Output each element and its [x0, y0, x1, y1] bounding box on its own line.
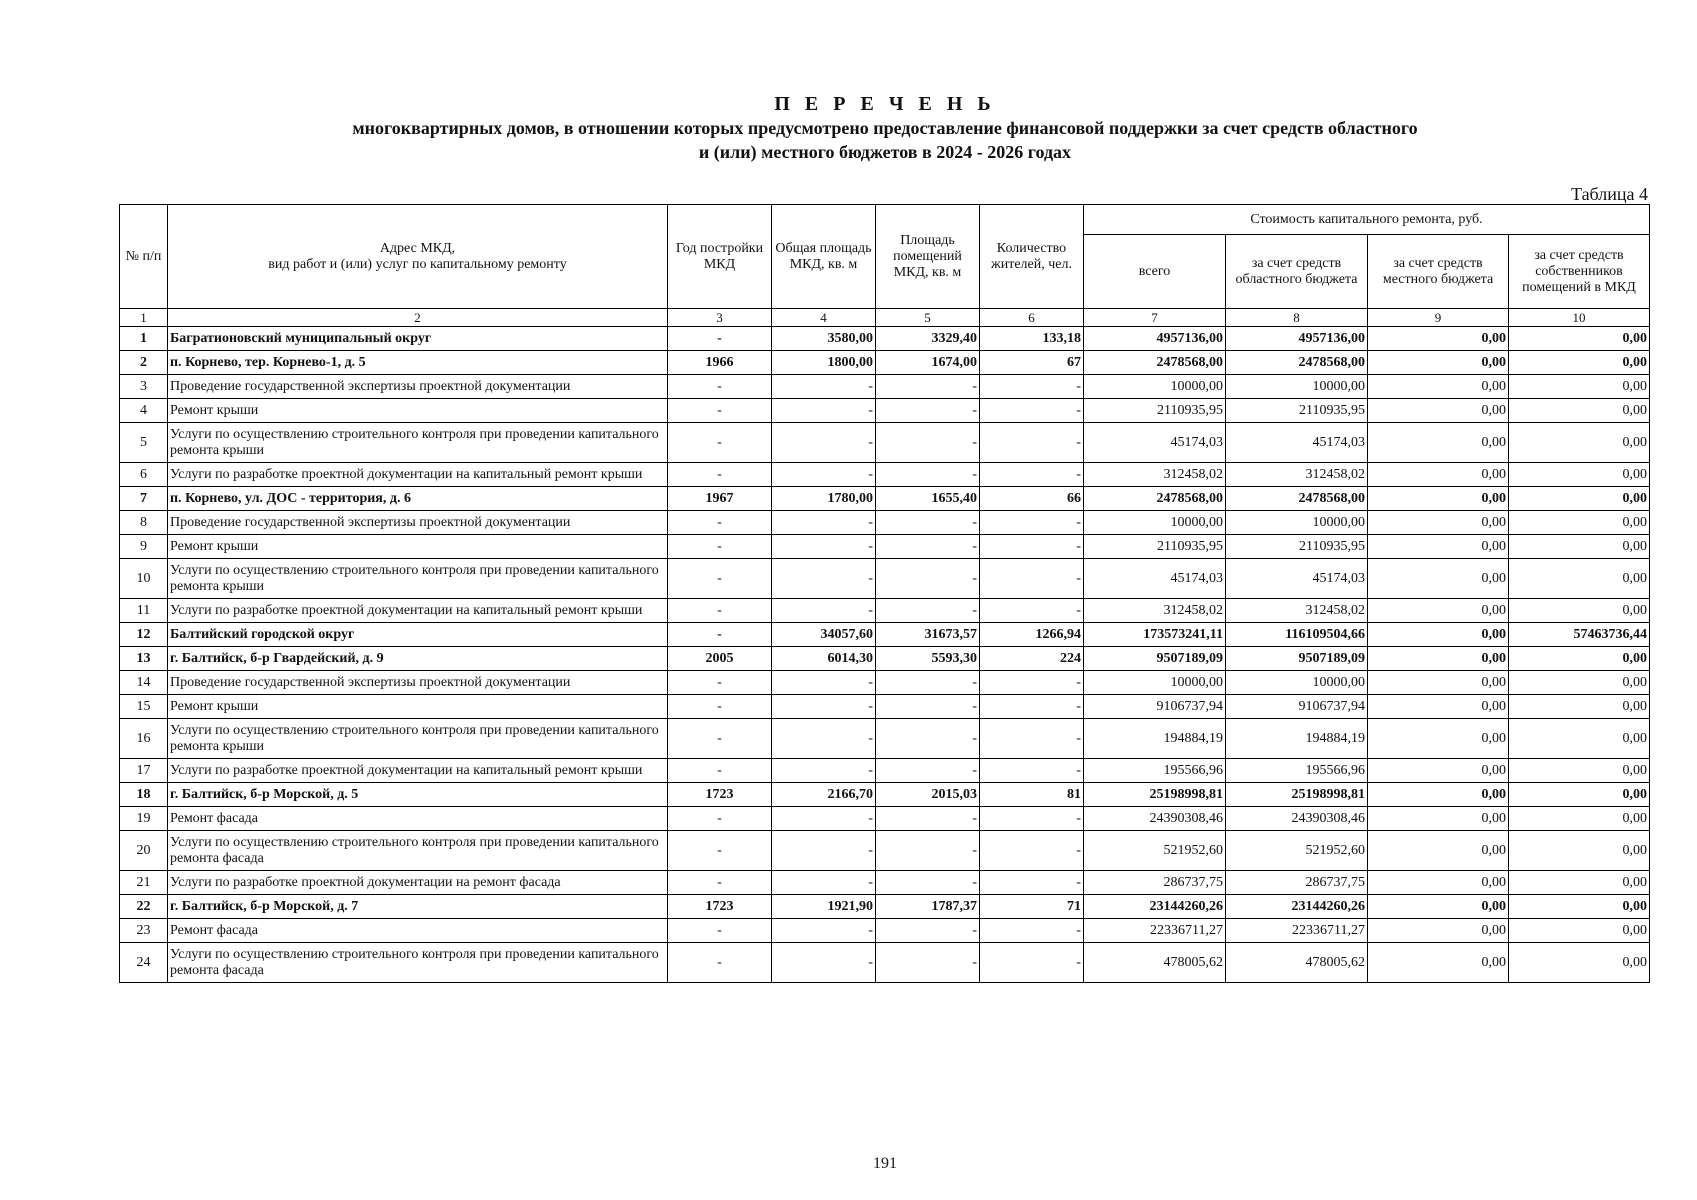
row-total-area: - — [772, 943, 876, 983]
row-year: - — [668, 943, 772, 983]
row-year: 2005 — [668, 647, 772, 671]
row-number: 22 — [120, 895, 168, 919]
row-rooms-area: - — [876, 511, 980, 535]
table-row — [120, 375, 1650, 399]
row-cost-owners: 0,00 — [1509, 511, 1650, 535]
row-residents: - — [980, 399, 1084, 423]
table-row — [120, 327, 1650, 351]
row-total-area: 2166,70 — [772, 783, 876, 807]
row-year: - — [668, 807, 772, 831]
row-name: Услуги по осуществлению строительного контроля при проведении капитального ремонта крыши — [168, 559, 668, 599]
row-total-area: - — [772, 511, 876, 535]
table-row — [120, 351, 1650, 375]
row-rooms-area: - — [876, 463, 980, 487]
row-total-area: - — [772, 671, 876, 695]
row-number: 2 — [120, 351, 168, 375]
row-cost-total: 9507189,09 — [1084, 647, 1226, 671]
row-year: - — [668, 423, 772, 463]
row-number: 16 — [120, 719, 168, 759]
row-year: - — [668, 719, 772, 759]
row-number: 9 — [120, 535, 168, 559]
row-cost-local: 0,00 — [1368, 375, 1509, 399]
table-row — [120, 807, 1650, 831]
page-number: 191 — [873, 1155, 897, 1172]
row-residents: - — [980, 463, 1084, 487]
row-cost-local: 0,00 — [1368, 695, 1509, 719]
header-total: всего — [1084, 235, 1226, 309]
row-cost-local: 0,00 — [1368, 919, 1509, 943]
row-residents: - — [980, 871, 1084, 895]
row-cost-local: 0,00 — [1368, 423, 1509, 463]
row-residents: - — [980, 719, 1084, 759]
column-number: 5 — [876, 309, 980, 327]
table-row — [120, 599, 1650, 623]
row-rooms-area: - — [876, 535, 980, 559]
row-cost-owners: 0,00 — [1509, 719, 1650, 759]
table-row — [120, 831, 1650, 871]
table-row — [120, 535, 1650, 559]
header-rooms-area: Площадь помещений МКД, кв. м — [876, 205, 980, 309]
row-residents: - — [980, 695, 1084, 719]
row-number: 12 — [120, 623, 168, 647]
row-number: 13 — [120, 647, 168, 671]
row-cost-local: 0,00 — [1368, 487, 1509, 511]
row-total-area: - — [772, 871, 876, 895]
row-name: Ремонт фасада — [168, 919, 668, 943]
row-cost-local: 0,00 — [1368, 671, 1509, 695]
row-cost-total: 173573241,11 — [1084, 623, 1226, 647]
houses-table — [119, 204, 1650, 983]
table-row — [120, 511, 1650, 535]
row-cost-total: 521952,60 — [1084, 831, 1226, 871]
row-rooms-area: - — [876, 807, 980, 831]
table-body — [120, 327, 1650, 983]
row-residents: 1266,94 — [980, 623, 1084, 647]
row-number: 23 — [120, 919, 168, 943]
row-cost-local: 0,00 — [1368, 327, 1509, 351]
row-cost-total: 45174,03 — [1084, 423, 1226, 463]
row-name: Услуги по разработке проектной документации на капитальный ремонт крыши — [168, 599, 668, 623]
row-cost-total: 22336711,27 — [1084, 919, 1226, 943]
row-number: 3 — [120, 375, 168, 399]
row-cost-regional: 9106737,94 — [1226, 695, 1368, 719]
row-year: - — [668, 919, 772, 943]
row-total-area: 1800,00 — [772, 351, 876, 375]
row-year: - — [668, 695, 772, 719]
row-cost-owners: 0,00 — [1509, 647, 1650, 671]
header-local: за счет средств местного бюджета — [1368, 235, 1509, 309]
row-cost-regional: 2110935,95 — [1226, 399, 1368, 423]
row-name: п. Корнево, ул. ДОС - территория, д. 6 — [168, 487, 668, 511]
row-cost-local: 0,00 — [1368, 623, 1509, 647]
row-residents: 224 — [980, 647, 1084, 671]
table-row — [120, 695, 1650, 719]
row-name: Услуги по осуществлению строительного контроля при проведении капитального ремонта крыши — [168, 719, 668, 759]
row-total-area: - — [772, 599, 876, 623]
row-cost-owners: 0,00 — [1509, 327, 1650, 351]
row-cost-regional: 45174,03 — [1226, 559, 1368, 599]
row-residents: - — [980, 919, 1084, 943]
row-rooms-area: 2015,03 — [876, 783, 980, 807]
row-cost-owners: 0,00 — [1509, 399, 1650, 423]
header-address: Адрес МКД, вид работ и (или) услуг по капитальному ремонту — [168, 205, 668, 309]
row-cost-total: 312458,02 — [1084, 599, 1226, 623]
table-row — [120, 487, 1650, 511]
table-row — [120, 559, 1650, 599]
row-rooms-area: - — [876, 399, 980, 423]
row-cost-regional: 24390308,46 — [1226, 807, 1368, 831]
row-total-area: - — [772, 423, 876, 463]
row-residents: - — [980, 599, 1084, 623]
table-row — [120, 399, 1650, 423]
row-residents: 71 — [980, 895, 1084, 919]
table-row — [120, 759, 1650, 783]
row-cost-local: 0,00 — [1368, 647, 1509, 671]
row-total-area: 6014,30 — [772, 647, 876, 671]
row-residents: 133,18 — [980, 327, 1084, 351]
row-year: 1723 — [668, 783, 772, 807]
row-total-area: - — [772, 919, 876, 943]
row-cost-total: 23144260,26 — [1084, 895, 1226, 919]
column-number: 2 — [168, 309, 668, 327]
row-cost-total: 286737,75 — [1084, 871, 1226, 895]
table-row — [120, 647, 1650, 671]
row-year: - — [668, 831, 772, 871]
row-residents: - — [980, 511, 1084, 535]
row-cost-local: 0,00 — [1368, 943, 1509, 983]
row-cost-regional: 195566,96 — [1226, 759, 1368, 783]
row-cost-local: 0,00 — [1368, 895, 1509, 919]
row-name: г. Балтийск, б-р Морской, д. 7 — [168, 895, 668, 919]
row-cost-total: 10000,00 — [1084, 511, 1226, 535]
row-cost-local: 0,00 — [1368, 807, 1509, 831]
row-name: Проведение государственной экспертизы проектной документации — [168, 671, 668, 695]
row-cost-owners: 0,00 — [1509, 807, 1650, 831]
column-number: 3 — [668, 309, 772, 327]
row-name: Услуги по разработке проектной документации на ремонт фасада — [168, 871, 668, 895]
column-number: 10 — [1509, 309, 1650, 327]
row-cost-regional: 10000,00 — [1226, 671, 1368, 695]
row-total-area: - — [772, 831, 876, 871]
row-number: 6 — [120, 463, 168, 487]
row-cost-total: 194884,19 — [1084, 719, 1226, 759]
row-year: - — [668, 871, 772, 895]
row-cost-local: 0,00 — [1368, 759, 1509, 783]
row-residents: - — [980, 943, 1084, 983]
row-cost-total: 312458,02 — [1084, 463, 1226, 487]
row-cost-owners: 0,00 — [1509, 351, 1650, 375]
row-number: 15 — [120, 695, 168, 719]
row-rooms-area: - — [876, 759, 980, 783]
row-total-area: 1921,90 — [772, 895, 876, 919]
row-cost-regional: 312458,02 — [1226, 463, 1368, 487]
row-total-area: - — [772, 695, 876, 719]
row-cost-regional: 10000,00 — [1226, 511, 1368, 535]
column-number: 1 — [120, 309, 168, 327]
row-rooms-area: - — [876, 375, 980, 399]
table-row — [120, 943, 1650, 983]
row-number: 11 — [120, 599, 168, 623]
row-year: - — [668, 599, 772, 623]
row-residents: - — [980, 671, 1084, 695]
row-year: - — [668, 375, 772, 399]
row-cost-regional: 521952,60 — [1226, 831, 1368, 871]
row-cost-regional: 312458,02 — [1226, 599, 1368, 623]
row-cost-local: 0,00 — [1368, 463, 1509, 487]
row-name: Услуги по разработке проектной документации на капитальный ремонт крыши — [168, 759, 668, 783]
row-name: Услуги по осуществлению строительного контроля при проведении капитального ремонта фасада — [168, 831, 668, 871]
row-cost-regional: 286737,75 — [1226, 871, 1368, 895]
row-total-area: - — [772, 719, 876, 759]
row-cost-owners: 0,00 — [1509, 759, 1650, 783]
row-name: Ремонт крыши — [168, 399, 668, 423]
row-rooms-area: 3329,40 — [876, 327, 980, 351]
row-cost-local: 0,00 — [1368, 719, 1509, 759]
row-cost-owners: 0,00 — [1509, 423, 1650, 463]
row-name: Балтийский городской округ — [168, 623, 668, 647]
header-year: Год постройки МКД — [668, 205, 772, 309]
row-cost-regional: 116109504,66 — [1226, 623, 1368, 647]
row-cost-owners: 0,00 — [1509, 487, 1650, 511]
row-cost-total: 478005,62 — [1084, 943, 1226, 983]
row-cost-owners: 0,00 — [1509, 871, 1650, 895]
row-residents: - — [980, 375, 1084, 399]
row-cost-regional: 25198998,81 — [1226, 783, 1368, 807]
row-residents: - — [980, 759, 1084, 783]
column-number: 6 — [980, 309, 1084, 327]
row-number: 18 — [120, 783, 168, 807]
row-cost-total: 2478568,00 — [1084, 487, 1226, 511]
table-row — [120, 671, 1650, 695]
table-row — [120, 919, 1650, 943]
document-subtitle-line2: и (или) местного бюджетов в 2024 - 2026 годах — [698, 142, 1072, 162]
row-cost-regional: 2478568,00 — [1226, 487, 1368, 511]
row-year: - — [668, 559, 772, 599]
row-rooms-area: - — [876, 695, 980, 719]
row-name: Проведение государственной экспертизы проектной документации — [168, 375, 668, 399]
row-number: 14 — [120, 671, 168, 695]
header-regional: за счет средств областного бюджета — [1226, 235, 1368, 309]
row-rooms-area: - — [876, 943, 980, 983]
row-cost-owners: 57463736,44 — [1509, 623, 1650, 647]
row-cost-owners: 0,00 — [1509, 783, 1650, 807]
header-residents: Количество жителей, чел. — [980, 205, 1084, 309]
row-cost-owners: 0,00 — [1509, 463, 1650, 487]
row-name: Багратионовский муниципальный округ — [168, 327, 668, 351]
row-residents: - — [980, 535, 1084, 559]
row-rooms-area: 1787,37 — [876, 895, 980, 919]
row-name: п. Корнево, тер. Корнево-1, д. 5 — [168, 351, 668, 375]
table-label: Таблица 4 — [1571, 184, 1648, 204]
row-cost-owners: 0,00 — [1509, 943, 1650, 983]
row-cost-regional: 22336711,27 — [1226, 919, 1368, 943]
row-cost-owners: 0,00 — [1509, 599, 1650, 623]
table-row — [120, 623, 1650, 647]
row-rooms-area: - — [876, 423, 980, 463]
row-cost-owners: 0,00 — [1509, 671, 1650, 695]
row-name: г. Балтийск, б-р Морской, д. 5 — [168, 783, 668, 807]
row-cost-local: 0,00 — [1368, 351, 1509, 375]
row-name: Ремонт крыши — [168, 535, 668, 559]
row-name: Услуги по осуществлению строительного контроля при проведении капитального ремонта крыши — [168, 423, 668, 463]
row-total-area: - — [772, 375, 876, 399]
row-rooms-area: 5593,30 — [876, 647, 980, 671]
row-cost-regional: 478005,62 — [1226, 943, 1368, 983]
row-cost-total: 2110935,95 — [1084, 399, 1226, 423]
row-cost-local: 0,00 — [1368, 871, 1509, 895]
row-name: Услуги по осуществлению строительного контроля при проведении капитального ремонта фасада — [168, 943, 668, 983]
row-number: 19 — [120, 807, 168, 831]
row-name: Услуги по разработке проектной документации на капитальный ремонт крыши — [168, 463, 668, 487]
row-cost-owners: 0,00 — [1509, 831, 1650, 871]
row-rooms-area: 31673,57 — [876, 623, 980, 647]
row-total-area: - — [772, 807, 876, 831]
header-total-area: Общая площадь МКД, кв. м — [772, 205, 876, 309]
row-number: 24 — [120, 943, 168, 983]
row-cost-total: 10000,00 — [1084, 375, 1226, 399]
row-name: Проведение государственной экспертизы проектной документации — [168, 511, 668, 535]
row-number: 1 — [120, 327, 168, 351]
row-number: 7 — [120, 487, 168, 511]
row-cost-total: 4957136,00 — [1084, 327, 1226, 351]
row-year: - — [668, 623, 772, 647]
row-rooms-area: - — [876, 671, 980, 695]
row-cost-total: 195566,96 — [1084, 759, 1226, 783]
row-name: Ремонт крыши — [168, 695, 668, 719]
row-cost-owners: 0,00 — [1509, 375, 1650, 399]
table-row — [120, 783, 1650, 807]
row-cost-total: 9106737,94 — [1084, 695, 1226, 719]
row-residents: - — [980, 559, 1084, 599]
row-cost-local: 0,00 — [1368, 535, 1509, 559]
row-number: 17 — [120, 759, 168, 783]
header-cost-group: Стоимость капитального ремонта, руб. — [1084, 205, 1650, 235]
row-total-area: - — [772, 399, 876, 423]
row-year: - — [668, 535, 772, 559]
row-cost-local: 0,00 — [1368, 511, 1509, 535]
row-cost-owners: 0,00 — [1509, 895, 1650, 919]
row-total-area: 1780,00 — [772, 487, 876, 511]
row-cost-total: 2478568,00 — [1084, 351, 1226, 375]
row-residents: - — [980, 807, 1084, 831]
row-name: Ремонт фасада — [168, 807, 668, 831]
row-cost-regional: 194884,19 — [1226, 719, 1368, 759]
column-number: 7 — [1084, 309, 1226, 327]
column-number: 9 — [1368, 309, 1509, 327]
row-number: 8 — [120, 511, 168, 535]
row-year: - — [668, 759, 772, 783]
row-cost-local: 0,00 — [1368, 599, 1509, 623]
row-cost-total: 24390308,46 — [1084, 807, 1226, 831]
document-subtitle-line1: многоквартирных домов, в отношении которых предусмотрено предоставление финансовой поддержки за счет средств областного — [352, 118, 1418, 138]
row-cost-owners: 0,00 — [1509, 919, 1650, 943]
row-cost-local: 0,00 — [1368, 831, 1509, 871]
row-rooms-area: 1655,40 — [876, 487, 980, 511]
row-total-area: - — [772, 559, 876, 599]
row-rooms-area: 1674,00 — [876, 351, 980, 375]
row-residents: - — [980, 423, 1084, 463]
row-total-area: - — [772, 463, 876, 487]
row-year: - — [668, 511, 772, 535]
row-rooms-area: - — [876, 719, 980, 759]
header-num: № п/п — [120, 205, 168, 309]
row-year: - — [668, 671, 772, 695]
row-year: - — [668, 463, 772, 487]
row-cost-regional: 23144260,26 — [1226, 895, 1368, 919]
row-year: 1723 — [668, 895, 772, 919]
row-cost-regional: 45174,03 — [1226, 423, 1368, 463]
row-total-area: - — [772, 759, 876, 783]
row-cost-regional: 4957136,00 — [1226, 327, 1368, 351]
table-row — [120, 871, 1650, 895]
document-title: П Е Р Е Ч Е Н Ь — [774, 93, 996, 115]
row-year: - — [668, 399, 772, 423]
row-cost-regional: 2478568,00 — [1226, 351, 1368, 375]
table-row — [120, 719, 1650, 759]
row-residents: 66 — [980, 487, 1084, 511]
row-cost-regional: 10000,00 — [1226, 375, 1368, 399]
row-total-area: 34057,60 — [772, 623, 876, 647]
column-number: 8 — [1226, 309, 1368, 327]
row-number: 20 — [120, 831, 168, 871]
row-year: 1966 — [668, 351, 772, 375]
table-row — [120, 895, 1650, 919]
row-residents: - — [980, 831, 1084, 871]
row-rooms-area: - — [876, 599, 980, 623]
row-total-area: 3580,00 — [772, 327, 876, 351]
row-number: 21 — [120, 871, 168, 895]
row-rooms-area: - — [876, 871, 980, 895]
row-cost-total: 2110935,95 — [1084, 535, 1226, 559]
document-heading — [0, 92, 1697, 164]
row-cost-owners: 0,00 — [1509, 559, 1650, 599]
row-cost-local: 0,00 — [1368, 559, 1509, 599]
row-cost-local: 0,00 — [1368, 783, 1509, 807]
row-cost-total: 45174,03 — [1084, 559, 1226, 599]
header-owners: за счет средств собственников помещений в МКД — [1509, 235, 1650, 309]
column-number-row — [120, 309, 1650, 327]
row-cost-owners: 0,00 — [1509, 535, 1650, 559]
row-cost-total: 25198998,81 — [1084, 783, 1226, 807]
row-number: 4 — [120, 399, 168, 423]
row-year: 1967 — [668, 487, 772, 511]
row-cost-regional: 2110935,95 — [1226, 535, 1368, 559]
row-cost-local: 0,00 — [1368, 399, 1509, 423]
row-cost-owners: 0,00 — [1509, 695, 1650, 719]
row-name: г. Балтийск, б-р Гвардейский, д. 9 — [168, 647, 668, 671]
row-number: 5 — [120, 423, 168, 463]
row-year: - — [668, 327, 772, 351]
row-number: 10 — [120, 559, 168, 599]
row-rooms-area: - — [876, 919, 980, 943]
table-row — [120, 463, 1650, 487]
row-total-area: - — [772, 535, 876, 559]
row-rooms-area: - — [876, 831, 980, 871]
row-cost-total: 10000,00 — [1084, 671, 1226, 695]
table-row — [120, 423, 1650, 463]
row-residents: 81 — [980, 783, 1084, 807]
row-residents: 67 — [980, 351, 1084, 375]
row-cost-regional: 9507189,09 — [1226, 647, 1368, 671]
column-number: 4 — [772, 309, 876, 327]
row-rooms-area: - — [876, 559, 980, 599]
